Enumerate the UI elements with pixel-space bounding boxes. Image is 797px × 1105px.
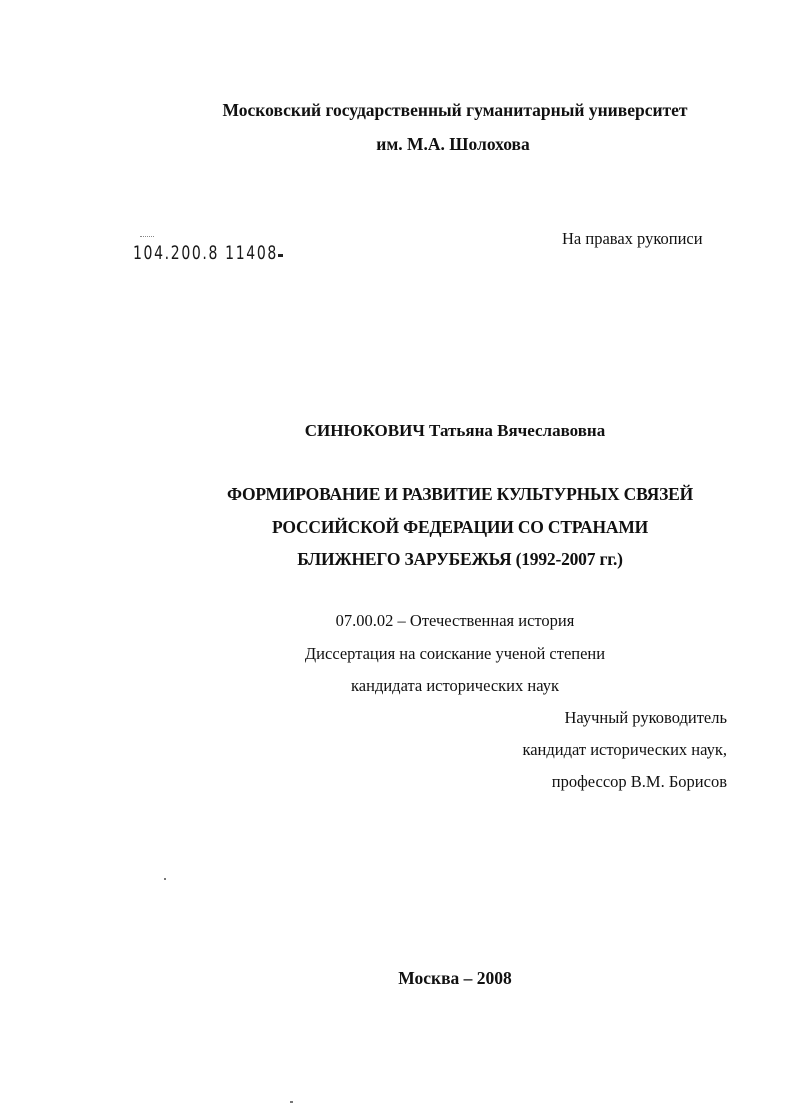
university-named-after: им. М.А. Шолохова <box>376 134 530 154</box>
supervisor-degree: кандидат исторических наук, <box>522 740 727 759</box>
city-year: Москва – 2008 <box>398 968 512 988</box>
degree-line-2: кандидата исторических наук <box>351 676 559 695</box>
degree-line-1: Диссертация на соискание ученой степени <box>304 644 606 663</box>
supervisor-name: профессор В.М. Борисов <box>551 772 727 791</box>
university-name: Московский государственный гуманитарный университет <box>222 100 688 120</box>
stamp-dots <box>140 236 154 237</box>
stamp-mark <box>278 254 283 257</box>
thesis-title-line-3: БЛИЖНЕГО ЗАРУБЕЖЬЯ (1992-2007 гг.) <box>297 549 623 569</box>
author-name: СИНЮКОВИЧ Татьяна Вячеславовна <box>304 421 606 440</box>
thesis-title-line-1: ФОРМИРОВАНИЕ И РАЗВИТИЕ КУЛЬТУРНЫХ СВЯЗЕЙ <box>226 484 694 504</box>
library-stamp-number: 104.200.8 11408 <box>133 242 278 264</box>
scan-speck <box>290 1101 293 1103</box>
supervisor-label: Научный руководитель <box>564 708 727 727</box>
specialty-code: 07.00.02 – Отечественная история <box>335 611 575 630</box>
scan-speck <box>164 878 166 880</box>
thesis-title-line-2: РОССИЙСКОЙ ФЕДЕРАЦИИ СО СТРАНАМИ <box>271 517 649 537</box>
rights-note: На правах рукописи <box>562 229 703 248</box>
